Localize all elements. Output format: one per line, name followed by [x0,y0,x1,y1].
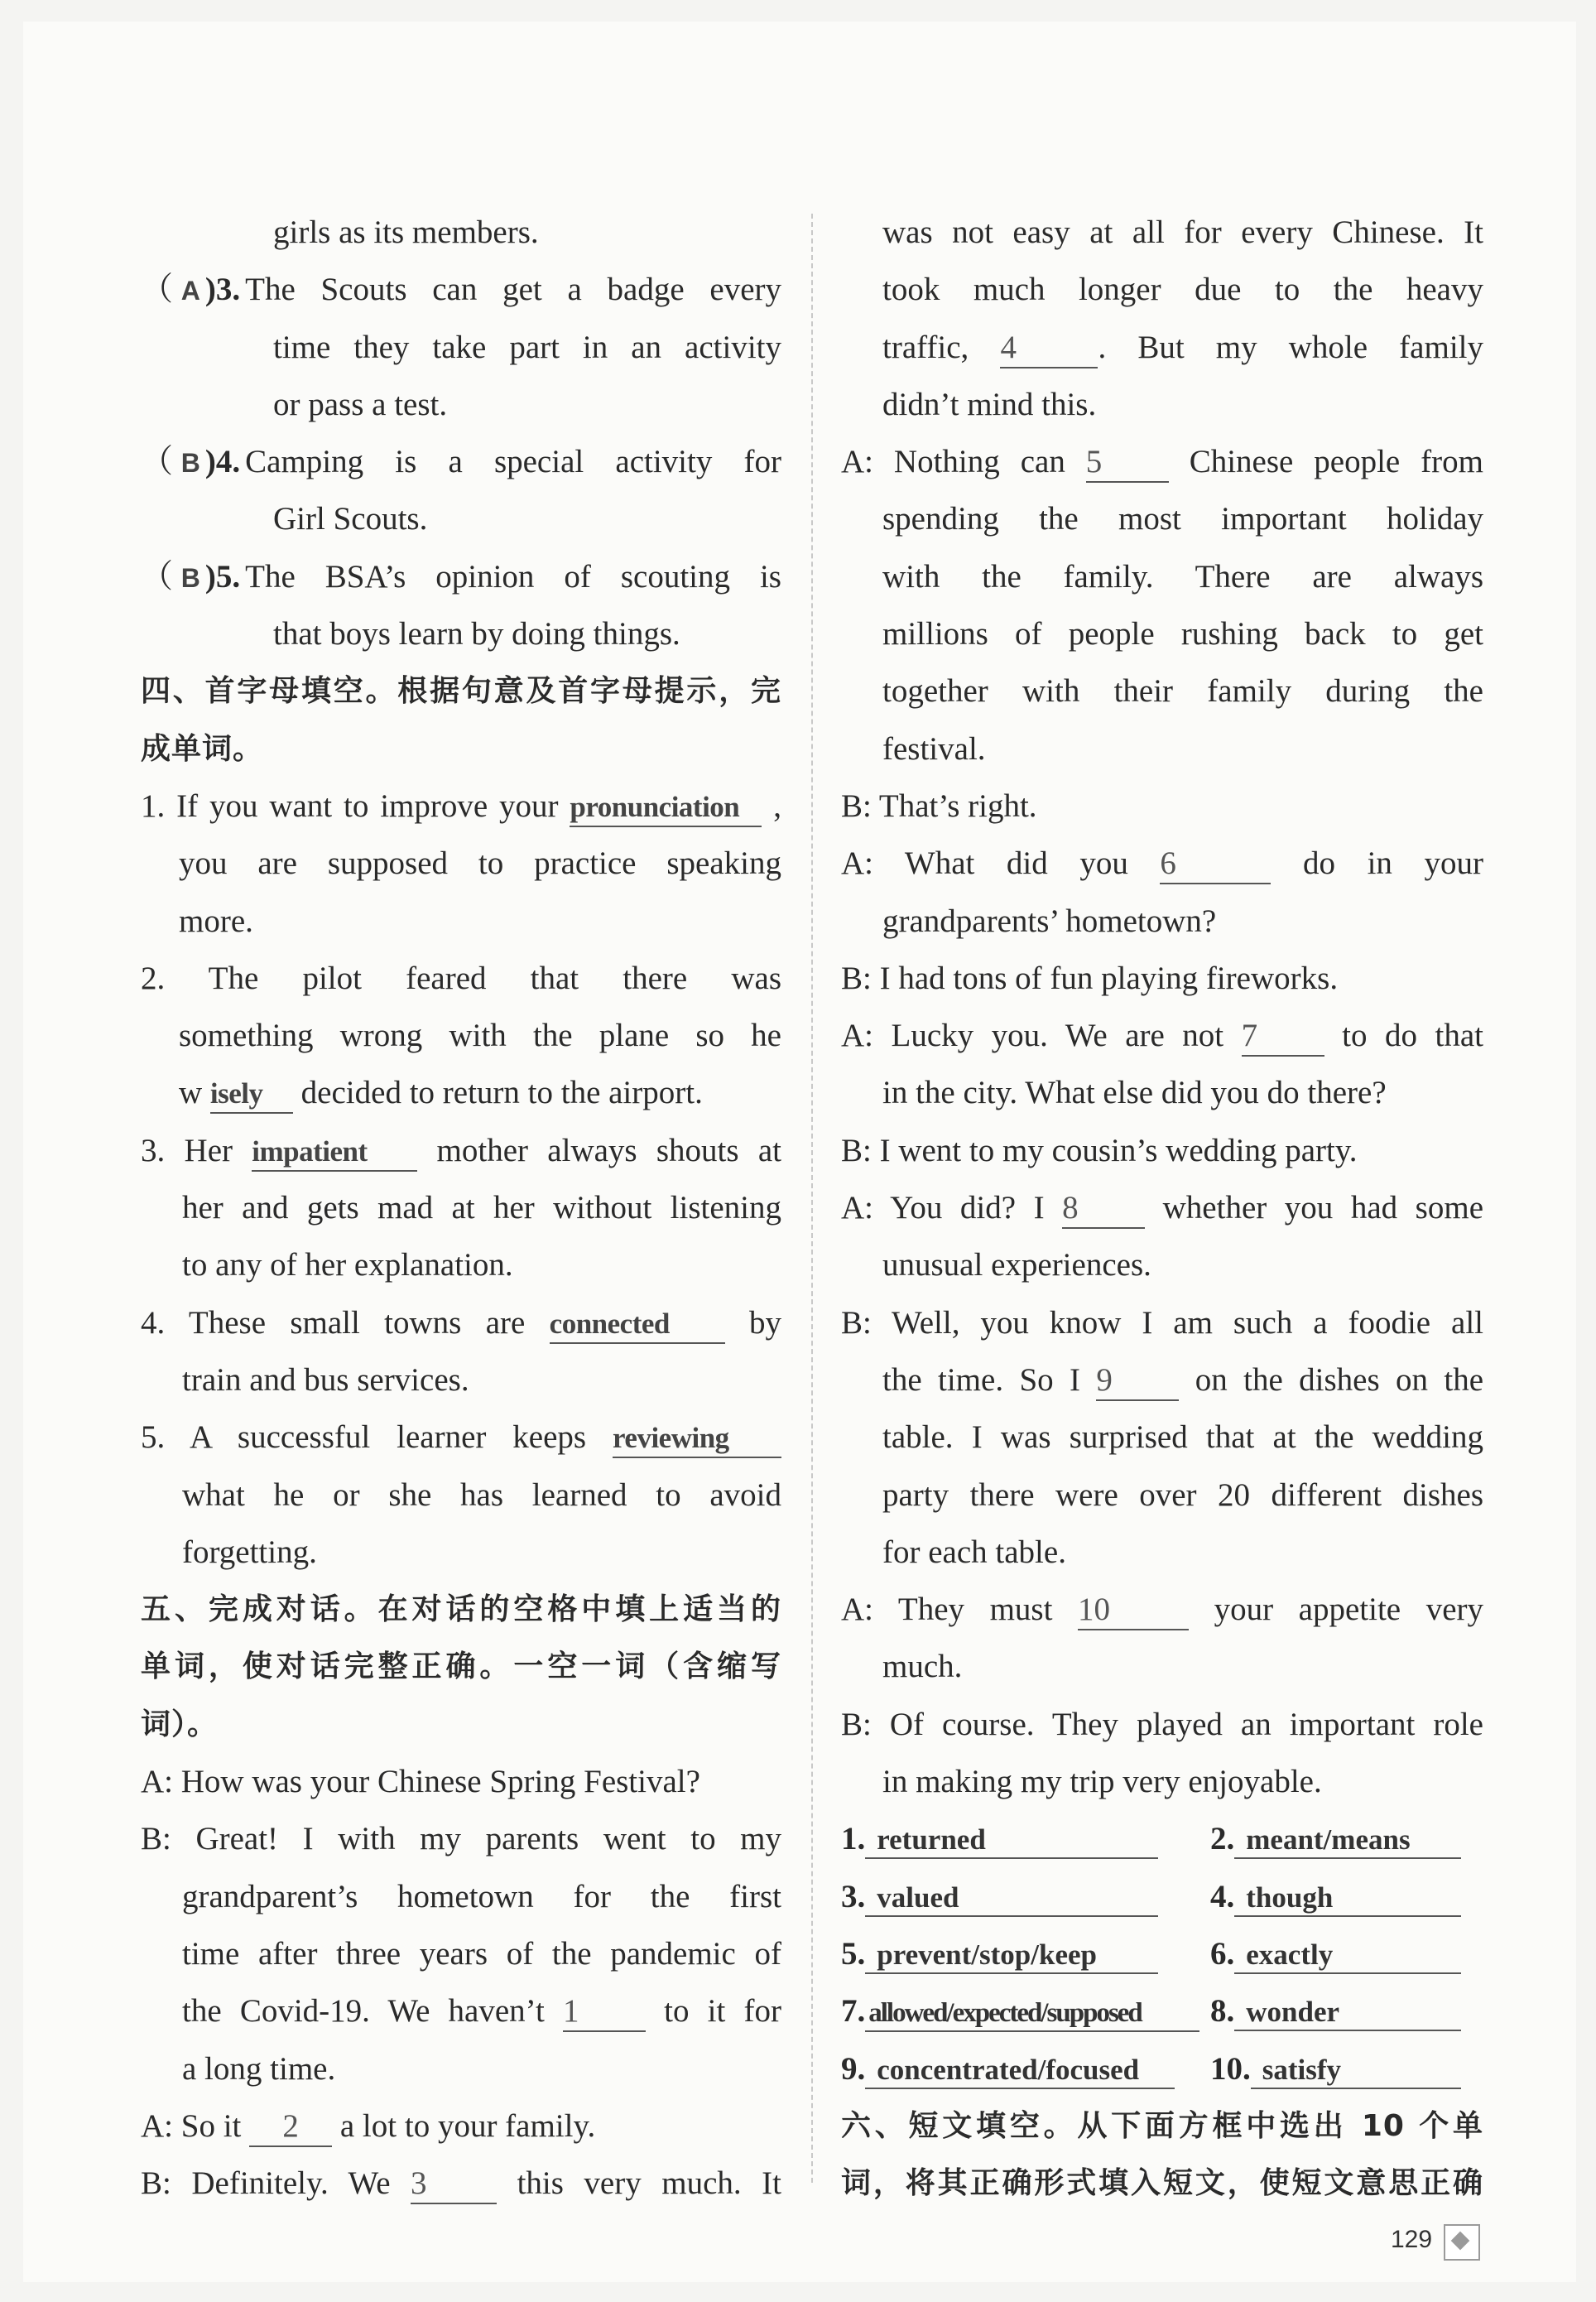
textbook-page [23,22,1576,2282]
q2-tail: girls as its members. [273,214,539,250]
fill-item-5: 5. A successful learner keeps reviewing [141,1409,781,1466]
blank-6: 6 [1160,847,1271,884]
answer-row: 9. concentrated/focused 10. satisfy [841,2040,1483,2097]
blank-9: 9 [1096,1364,1179,1401]
blank-10: 10 [1078,1593,1189,1630]
blank-3: 3 [411,2167,497,2204]
blank-7: 7 [1242,1019,1324,1057]
blank-1: 1 [563,1995,646,2032]
dialogue-line-5: A: Nothing can 5 Chinese people from [841,433,1483,490]
tf-question-3: （ A )3. The Scouts can get a badge every [141,261,781,318]
tf-question-4: （ B )4. Camping is a special activity for [141,433,781,490]
dialogue-line-6: B: That’s right. [841,787,1037,824]
page-number: 129 [1391,2226,1433,2253]
diamond-icon [1444,2224,1480,2261]
dialogue-line-9: A: Lucky you. We are not 7 to do that [841,1007,1483,1064]
tf-answer-bracket: （ B [141,444,200,480]
fill-item-1: 1. If you want to improve your pronunciation , [141,778,781,835]
fill-item-3: 3. Her impatient mother always shouts at [141,1122,781,1179]
tf-answer-bracket: （ B [141,558,200,595]
dialogue-line-14: B: Of course. They played an important role [841,1706,1483,1742]
section-6-heading: 六、短文填空。从下面方框中选出 10 个单 [841,2108,1483,2143]
column-divider [811,214,813,2183]
dialogue-line-13: A: They must 10 your appetite very [841,1581,1483,1638]
tf-question-5: （ B )5. The BSA’s opinion of scouting is [141,548,781,605]
blank-4: 4 [1000,331,1098,368]
fill-item-2: 2. The pilot feared that there was [141,960,781,996]
answer-row: 3. valued 4. though [841,1868,1483,1925]
dialogue-line-8: B: I had tons of fun playing fireworks. [841,960,1339,996]
answer-row: 7. allowed/expected/supposed 8. wonder [841,1982,1483,2040]
section-4-heading: 四、首字母填空。根据句意及首字母提示，完 [141,674,781,709]
dialogue-line-12: B: Well, you know I am such a foodie all [841,1304,1483,1341]
dialogue-line-4: B: Definitely. We 3 this very much. It [141,2155,781,2212]
dialogue-line-7: A: What did you 6 do in your [841,835,1483,892]
dialogue-line-3: A: So it 2 a lot to your family. [141,2097,781,2155]
fill-item-4: 4. These small towns are connected by [141,1294,781,1351]
answer-row: 5. prevent/stop/keep 6. exactly [841,1925,1483,1982]
dialogue-line-10: B: I went to my cousin’s wedding party. [841,1132,1358,1168]
dialogue-line-1: A: How was your Chinese Spring Festival? [141,1764,700,1800]
right-column: was not easy at all for every Chinese. It took much longer due to the heavy traffic, 4 . But my whole family didn’t mind this. A: Nothing can 5 Chinese people from spending the most important holiday with the family. There are always millions of people rushing back to get together with their family during the festival. B: That’s right. A: What did you 6 do in your grandparents’ hometown? B: I had tons of fun playing fireworks. A: Lucky you. We are not 7 to do that in the city. What else did you do there? B: I went to my cousin’s wedding party. A: You did? I 8 whether you had some unusual experiences. B: Well, you know I am such a foodie all the time. So I 9 on the dishes on the table. I was surprised that at the wedding party there were over 20 different dishes for each table. A: They must 10 your appetite very much. B: Of course. They played an important role in making my trip very enjoyable. 1. returned 2. meant/means 3. valued 4. though 5. prevent/stop/keep 6. exactly 7. allowed/expected/supposed 8. wonder 9. concentrated/focused 10. satisfy 六、短文填空。从下面方框中选出 10 个单 词，将其正确形式填入短文，使短文意思正确 [841,214,1483,2201]
blank-8: 8 [1062,1192,1145,1229]
answer-row: 1. returned 2. meant/means [841,1810,1483,1867]
section-5-heading: 五、完成对话。在对话的空格中填上适当的 [141,1592,781,1627]
dialogue-line-2: B: Great! I with my parents went to my [141,1821,781,1857]
tf-answer-bracket: （ A [141,272,200,308]
dialogue-line-11: A: You did? I 8 whether you had some [841,1179,1483,1236]
blank-2: 2 [249,2110,332,2147]
left-column: girls as its members. （ A )3. The Scouts can get a badge every time they take part in an activity or pass a test. （ B )4. Camping is a special activity for Girl Scouts. （ B )5. The BSA’s opinion of scouting is that boys learn by doing things. 四、首字母填空。根据句意及首字母提示，完 成单词。 1. If you want to improve your pronunciation , you are supposed to practice speaking more. 2. The pilot feared that there was something wrong with the plane so he w isely decided to return to the airport. 3. Her impatient mother always shouts at her and gets mad at her without listening to any of her explanation. 4. These small towns are connected by train and bus services. 5. A successful learner keeps reviewing what he or she has learned to avoid forgetting. 五、完成对话。在对话的空格中填上适当的 单词，使对话完整正确。一空一词（含缩写 词）。 A: How was your Chinese Spring Festival? B: Great! I with my parents went to my grandparent’s hometown for the first time after three years of the pandemic of the Covid-19. We haven’t 1 to it for a long time. A: So it 2 a lot to your family. B: Definitely. We 3 this very much. It [141,204,781,2212]
blank-5: 5 [1086,445,1169,483]
